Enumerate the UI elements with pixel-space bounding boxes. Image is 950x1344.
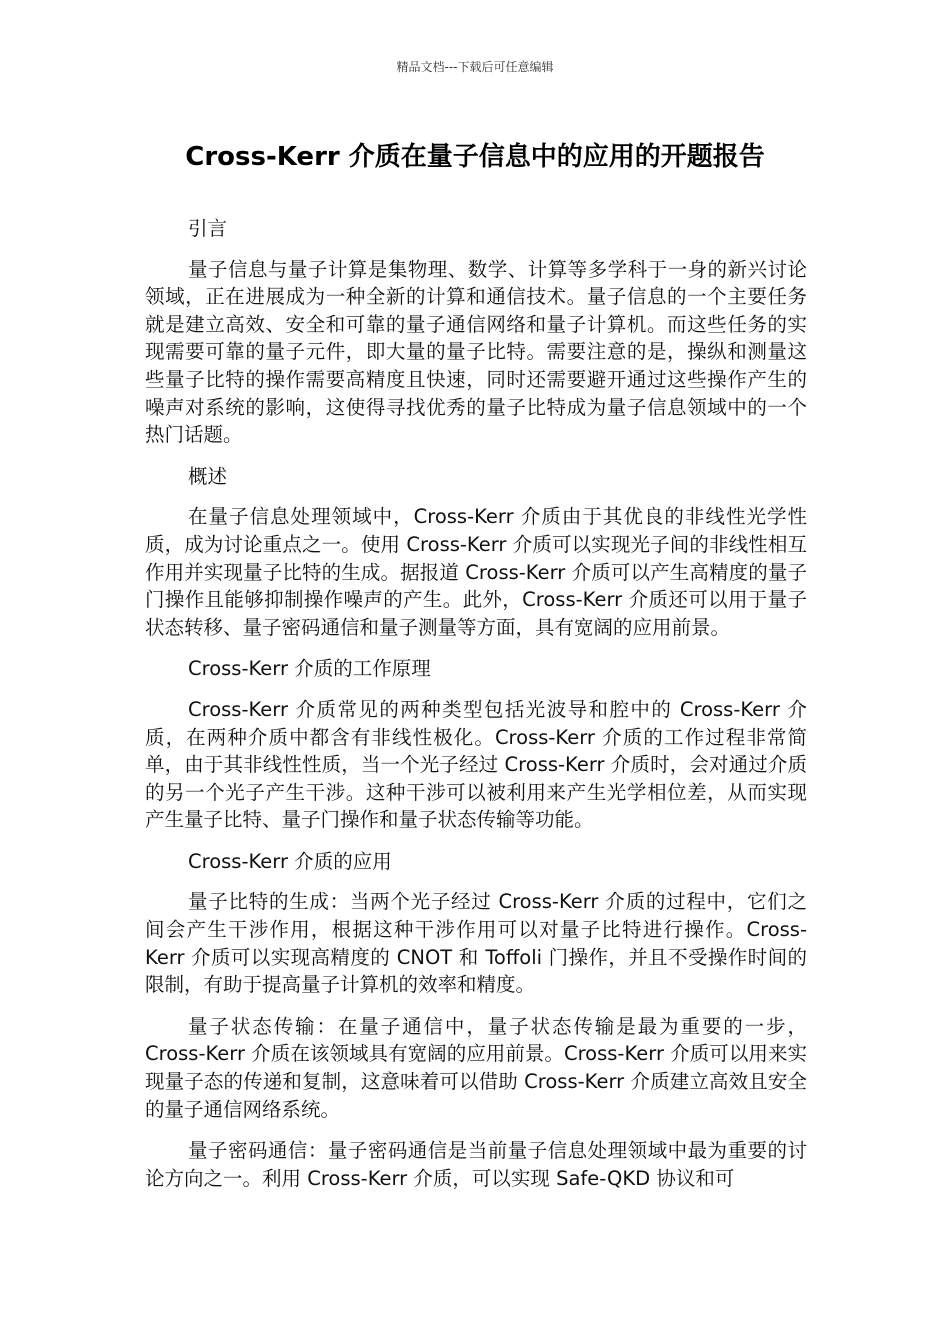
- paragraph-application-cryptography: 量子密码通信：量子密码通信是当前量子信息处理领域中最为重要的讨论方向之一。利用 Cross-Kerr 介质，可以实现 Safe-QKD 协议和可: [145, 1139, 807, 1190]
- section-heading-overview: 概述: [188, 464, 228, 488]
- paragraph-application-qubit: 量子比特的生成：当两个光子经过 Cross-Kerr 介质的过程中，它们之间会产生干涉作用，根据这种干涉作用可以对量子比特进行操作。Cross-Kerr 介质可以实现高精度的 CNOT 和 Toffoli 门操作，并且不受操作时间的限制，有助于提高量子计算机的效率和精度。: [145, 890, 807, 997]
- section-heading-application: Cross-Kerr 介质的应用: [188, 849, 392, 873]
- paragraph-intro: 量子信息与量子计算是集物理、数学、计算等多学科于一身的新兴讨论领域，正在进展成为一种全新的计算和通信技术。量子信息的一个主要任务就是建立高效、安全和可靠的量子通信网络和量子计算机。而这些任务的实现需要可靠的量子元件，即大量的量子比特。需要注意的是，操纵和测量这些量子比特的操作需要高精度且快速，同时还需要避开通过这些操作产生的噪声对系统的影响，这使得寻找优秀的量子比特成为量子信息领域中的一个热门话题。: [145, 257, 807, 447]
- document-title: Cross-Kerr 介质在量子信息中的应用的开题报告: [185, 142, 765, 172]
- paragraph-principle: Cross-Kerr 介质常见的两种类型包括光波导和腔中的 Cross-Kerr 介质，在两种介质中都含有非线性极化。Cross-Kerr 介质的工作过程非常简单，由于其非线性性质，当一个光子经过 Cross-Kerr 介质时，会对通过介质的另一个光子产生干涉。这种干涉可以被利用来产生光学相位差，从而实现产生量子比特、量子门操作和量子状态传输等功能。: [145, 697, 807, 832]
- section-heading-intro: 引言: [188, 217, 228, 240]
- paragraph-overview: 在量子信息处理领域中，Cross-Kerr 介质由于其优良的非线性光学性质，成为讨论重点之一。使用 Cross-Kerr 介质可以实现光子间的非线性相互作用并实现量子比特的生成。据报道 Cross-Kerr 介质可以产生高精度的量子门操作且能够抑制操作噪声的产生。此外，Cross-Kerr 介质还可以用于量子状态转移、量子密码通信和量子测量等方面，具有宽阔的应用前景。: [145, 505, 807, 639]
- section-heading-principle: Cross-Kerr 介质的工作原理: [188, 657, 431, 681]
- document-body: [145, 215, 807, 1206]
- paragraph-application-state-transfer: 量子状态传输：在量子通信中，量子状态传输是最为重要的一步，Cross-Kerr 介质在该领域具有宽阔的应用前景。Cross-Kerr 介质可以用来实现量子态的传递和复制，这意味着可以借助 Cross-Kerr 介质建立高效且安全的量子通信网络系统。: [145, 1014, 807, 1121]
- header-note: 精品文档---下载后可任意编辑: [396, 60, 554, 74]
